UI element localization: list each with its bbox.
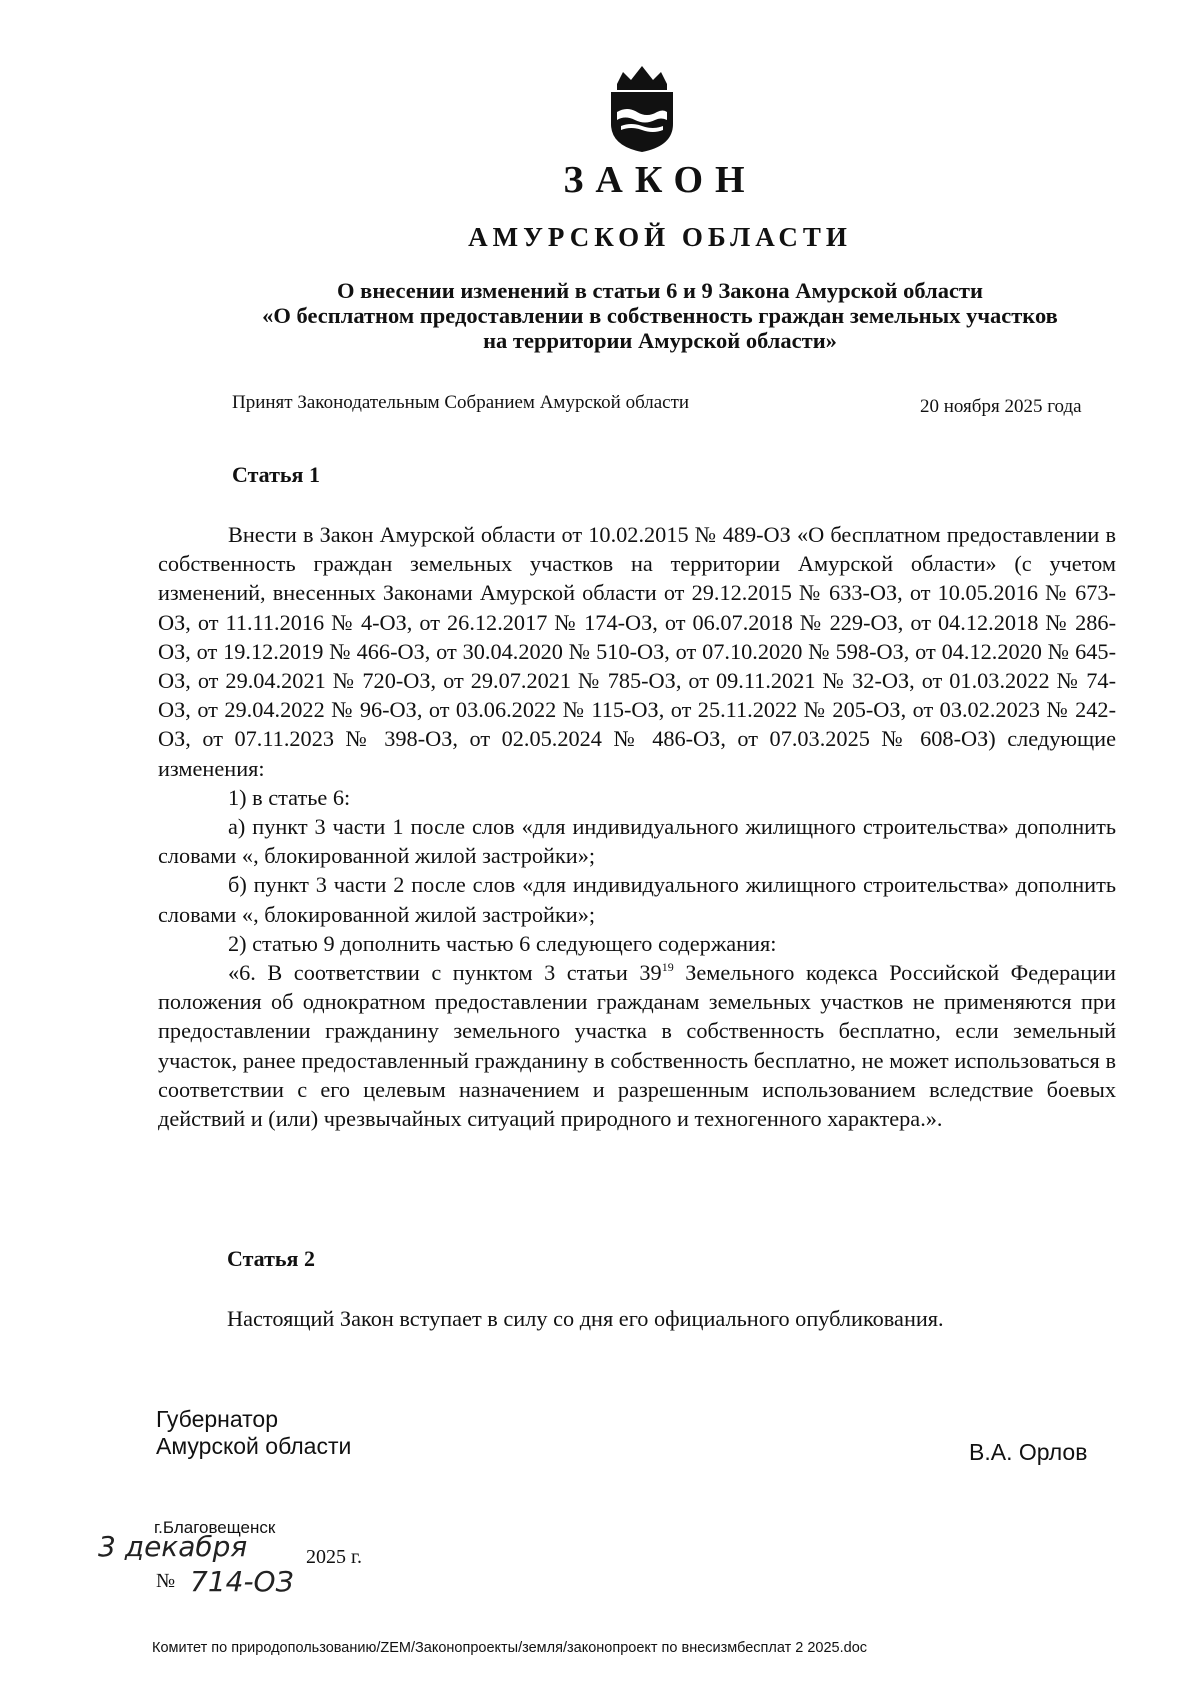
handwritten-date: 3 декабря <box>98 1530 248 1563</box>
quote-superscript: 19 <box>661 960 674 975</box>
position-line: Амурской области <box>156 1433 352 1459</box>
subject-line: на территории Амурской области» <box>483 328 837 353</box>
article-2-heading: Статья 2 <box>227 1246 315 1271</box>
amur-oblast-coat-of-arms-icon <box>603 62 681 154</box>
quote-start: «6. В соответствии с пунктом 3 статьи 39 <box>228 960 662 986</box>
position-line: Губернатор <box>156 1406 279 1432</box>
handwritten-law-number: 714-ОЗ <box>190 1565 294 1598</box>
region-title: АМУРСКОЙ ОБЛАСТИ <box>468 222 852 252</box>
file-path-footer: Комитет по природопользованию/ZEM/Законопроекты/земля/законопроект по внесизмбесплат 2 2025.doc <box>152 1640 868 1656</box>
article-1-intro: Внести в Закон Амурской области от 10.02.2015 № 489-ОЗ «О бесплатном предоставлении в собственность граждан земельных участков на территории Амурской области» (с учетом изменений, внесенных Законами Амурской области от 29.12.2015 № 633-ОЗ, от 10.05.2016 № 673-ОЗ, от 11.11.2016 № 4-ОЗ, от 26.12.2017 № 174-ОЗ, от 06.07.2018 № 229-ОЗ, от 04.12.2018 № 286-ОЗ, от 19.12.2019 № 466-ОЗ, от 30.04.2020 № 510-ОЗ, от 07.10.2020 № 598-ОЗ, от 04.12.2020 № 645-ОЗ, от 29.04.2021 № 720-ОЗ, от 29.07.2021 № 785-ОЗ, от 09.11.2021 № 32-ОЗ, от 01.03.2022 № 74-ОЗ, от 29.04.2022 № 96-ОЗ, от 03.06.2022 № 115-ОЗ, от 25.11.2022 № 205-ОЗ, от 03.02.2023 № 242-ОЗ, от 07.11.2023 № 398-ОЗ, от 02.05.2024 № 486-ОЗ, от 07.03.2025 № 608-ОЗ) следующие изменения: <box>158 522 1116 781</box>
article-1-item-1b: б) пункт 3 части 2 после слов «для индивидуального жилищного строительства» дополнить словами «, блокированной жилой застройки»; <box>158 872 1116 927</box>
article-1-item-1: 1) в статье 6: <box>228 784 351 810</box>
article-1-item-2: 2) статью 9 дополнить частью 6 следующего содержания: <box>228 930 777 956</box>
accepted-by: Принят Законодательным Собранием Амурской области <box>232 392 690 413</box>
article-1-heading: Статья 1 <box>232 462 320 487</box>
article-2-text: Настоящий Закон вступает в силу со дня его официального опубликования. <box>227 1306 944 1331</box>
article-1-body <box>158 520 1116 1133</box>
signatory-position <box>156 1406 351 1460</box>
article-1-item-1a: а) пункт 3 части 1 после слов «для индивидуального жилищного строительства» дополнить словами «, блокированной жилой застройки»; <box>158 814 1116 869</box>
accepted-date: 20 ноября 2025 года <box>920 396 1082 417</box>
article-1-quote <box>158 958 1116 1133</box>
subject-line: «О бесплатном предоставлении в собственность граждан земельных участков <box>262 303 1058 328</box>
law-number-label: № <box>156 1570 176 1592</box>
signatory-name: В.А. Орлов <box>969 1439 1088 1465</box>
subject-line: О внесении изменений в статьи 6 и 9 Закона Амурской области <box>337 278 983 303</box>
signing-city: г.Благовещенск <box>154 1518 276 1537</box>
signing-year: 2025 г. <box>306 1546 362 1568</box>
law-subject <box>160 278 1160 353</box>
document-title: ЗАКОН <box>563 159 757 201</box>
quote-end: Земельного кодекса Российской Федерации положения об однократном предоставлении гражданам земельных участков не применяются при предоставлении гражданину земельного участка в собственность бесплатно, если земельный участок, ранее предоставленный гражданину в собственность бесплатно, не может использоваться в соответствии с его целевым назначением и разрешенным использованием вследствие боевых действий и (или) чрезвычайных ситуаций природного и техногенного характера.». <box>158 960 1116 1132</box>
